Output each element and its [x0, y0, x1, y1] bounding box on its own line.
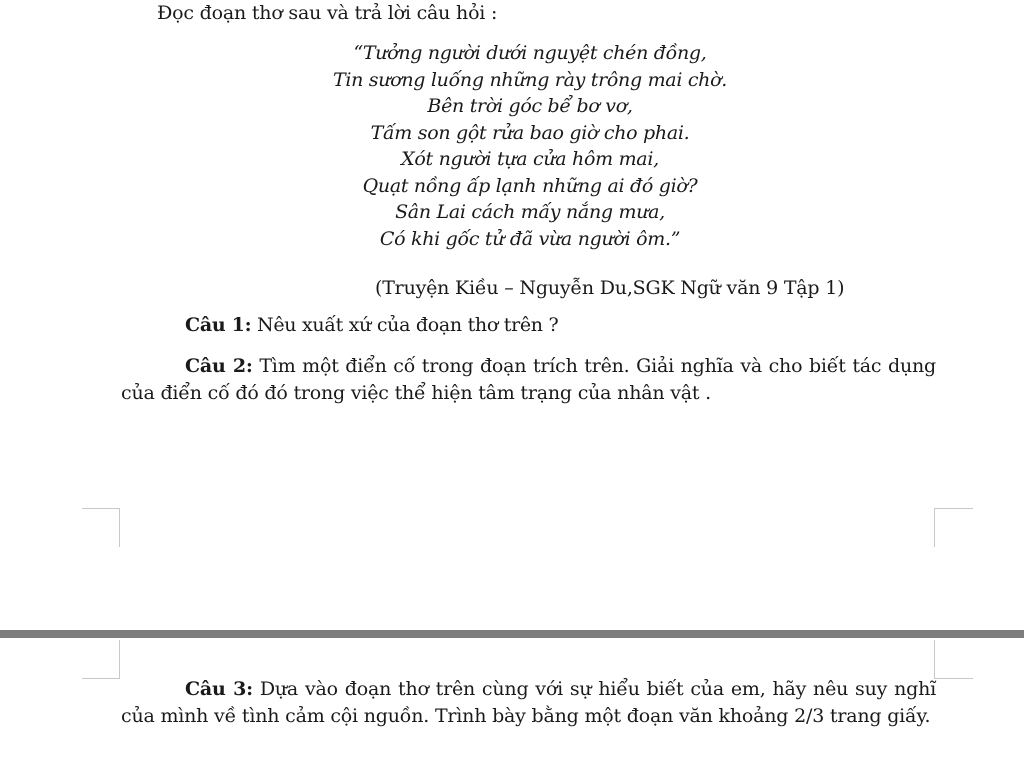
- poem-line: Sân Lai cách mấy nắng mưa,: [395, 201, 665, 223]
- poem-line: Có khi gốc tử đã vừa người ôm.”: [379, 227, 681, 250]
- question-3-label: Câu 3:: [185, 678, 253, 700]
- question-1-label: Câu 1:: [185, 314, 252, 336]
- poem-excerpt: [200, 40, 860, 252]
- question-2: [121, 353, 936, 407]
- question-1-text: Nêu xuất xứ của đoạn thơ trên ?: [251, 314, 559, 336]
- poem-line: Xót người tựa cửa hôm mai,: [401, 148, 659, 170]
- poem-line: Quạt nồng ấp lạnh những ai đó giờ?: [362, 174, 698, 197]
- margin-corner-marker: [934, 508, 973, 547]
- question-1: [185, 314, 558, 336]
- margin-corner-marker: [934, 640, 973, 679]
- question-3-text: Dựa vào đoạn thơ trên cùng với sự hiểu biết của em, hãy nêu suy nghĩ của mình về tình cảm cội nguồn. Trình bày bằng một đoạn văn khoảng 2/3 trang giấy.: [121, 678, 936, 727]
- question-3: [121, 676, 936, 730]
- poem-line: “Tưởng người dưới nguyệt chén đồng,: [353, 42, 707, 64]
- question-2-label: Câu 2:: [185, 355, 253, 377]
- margin-corner-marker: [82, 508, 120, 547]
- poem-line: Tin sương luống những rày trông mai chờ.: [332, 68, 727, 91]
- page-break-separator: [0, 630, 1024, 638]
- question-2-text: Tìm một điển cố trong đoạn trích trên. Giải nghĩa và cho biết tác dụng của điển cố đó đó trong việc thể hiện tâm trạng của nhân vật .: [121, 355, 937, 404]
- poem-source: (Truyện Kiều – Nguyễn Du,SGK Ngữ văn 9 Tập 1): [375, 277, 845, 299]
- instruction-text: Đọc đoạn thơ sau và trả lời câu hỏi :: [157, 2, 498, 24]
- margin-corner-marker: [82, 640, 120, 679]
- poem-line: Tấm son gột rửa bao giờ cho phai.: [370, 121, 690, 144]
- poem-line: Bên trời góc bể bơ vơ,: [427, 95, 633, 117]
